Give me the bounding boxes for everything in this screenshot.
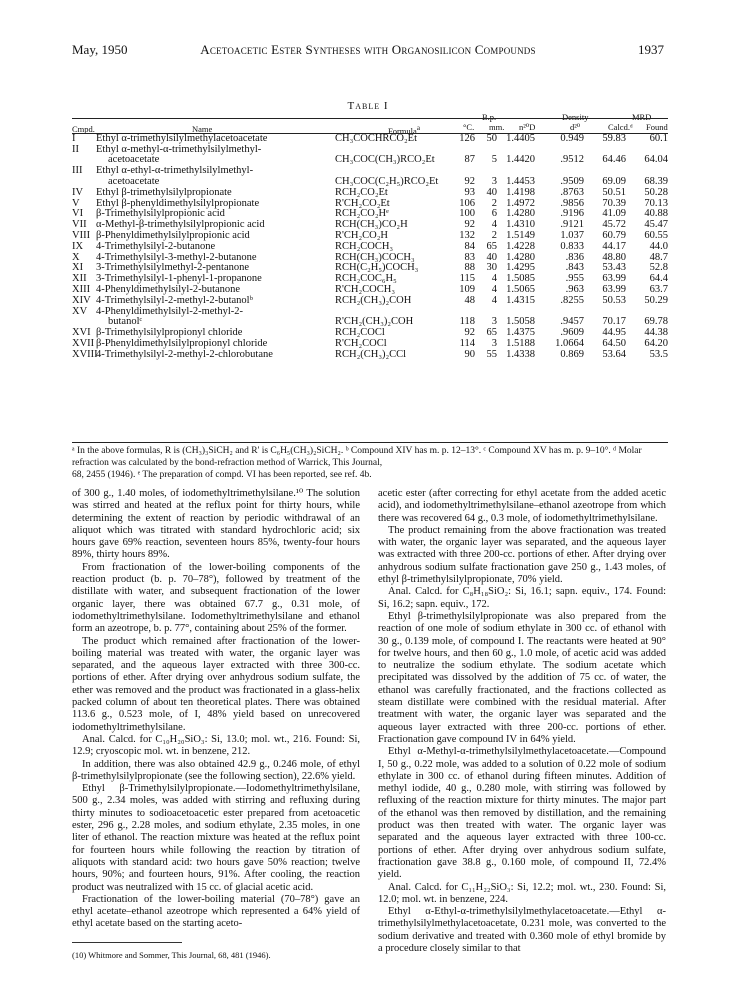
header-date: May, 1950 [72,42,128,57]
cmpd-id: XII [72,273,87,285]
cmpd-id: V [72,197,80,209]
nd-cell: 1.4280 [506,251,535,263]
header-title: Acetoacetic Ester Syntheses with Organosilicon Compounds [200,42,536,57]
right-column [378,488,666,955]
cmpd-id: IV [72,186,84,198]
table-footnote-line: 68, 2455 (1946). ᵉ The preparation of compd. VI has been reported, see ref. 4b. [72,470,372,480]
paragraph: acetic ester (after correcting for ethyl acetate from the added acetic acid), and iodomethyltrimethylsilane–ethanol azeotrope from which there was recovered 64 g., 0.3 mole, of iodomethyltrimethylsilane. [378,488,666,524]
mrd-found-cell: 50.29 [644,294,668,306]
formula-cell: RCH(CH₃)COCH₃ [335,251,415,263]
mrd-calcd-cell: 48.80 [602,251,626,263]
mrd-found-cell: 63.7 [649,284,668,296]
mrd-calcd-cell: 69.09 [602,176,626,188]
cmpd-id: VII [72,219,87,231]
mrd-found-cell: 44.38 [644,327,668,339]
density-cell: .9509 [560,176,584,188]
mrd-calcd-cell: 50.51 [602,186,626,198]
mrd-calcd-cell: 53.64 [602,348,626,360]
col-header-bp: B.p. [482,112,497,122]
formula-cell: RCH₂(CH₃)₂CCl [335,348,407,360]
col-header-formula: Formula$^a$ [388,124,420,136]
bp-cell: 92 [464,219,475,231]
compound-name: 4-Trimethylsilyl-2-butanone [96,240,216,252]
mm-cell: 3 [491,176,497,188]
paragraph: The product which remained after fractionation of the lower-boiling material was treated with water, the organic layer was separated, and the aqueous layer extracted with three 300-cc. portions of ether. After drying over anhydrous sodium sulfate, the ether was removed and the product was fractionated in a glass-helix packed column of about ten theoretical plates. There was obtained 113.6 g., 0.523 mole, of I, 48% yield based on unrecovered iodomethyltrimethylsilane. [72,635,360,733]
mm-cell: 50 [486,132,497,144]
bp-cell: 100 [459,208,475,220]
mrd-calcd-cell: 45.72 [602,219,626,231]
compound-name: 3-Trimethylsilylmethyl-2-pentanone [96,262,250,274]
formula-cell: R'CH₂COCH₃ [335,284,395,296]
nd-cell: 1.4453 [506,176,535,188]
cmpd-id: XV [72,305,88,317]
mrd-calcd-cell: 63.99 [602,284,626,296]
bp-cell: 92 [464,327,475,339]
bp-cell: 115 [459,273,475,285]
mm-cell: 5 [491,154,497,166]
mrd-calcd-cell: 64.46 [602,154,626,166]
mrd-calcd-cell: 70.39 [602,197,626,209]
formula-cell: RCH₂COCH₃ [335,240,394,252]
nd-cell: 1.5188 [506,338,535,350]
col-header-cmpd: Cmpd. [72,124,95,134]
mm-cell: 55 [486,348,497,360]
cmpd-id: XI [72,262,84,274]
col-header-calcd: Calcd.ᵈ [608,122,633,132]
col-header-mrd: MRD [632,112,652,122]
mrd-found-cell: 44.0 [649,240,668,252]
bp-cell: 48 [464,294,475,306]
compound-name: β-Phenyldimethylsilylpropionyl chloride [96,338,268,350]
mrd-found-cell: 50.28 [644,186,668,198]
paragraph: Anal. Calcd. for C₁₀H₂₀SiO₃: Si, 13.0; mol. wt., 216. Found: Si, 12.9; cryoscopic mol. wt. in benzene, 212. [72,733,360,758]
compound-name: 4-Trimethylsilyl-2-methyl-2-butanolᵇ [96,294,253,306]
mm-cell: 30 [486,262,497,274]
nd-cell: 1.4338 [506,348,535,360]
mm-cell: 4 [491,294,497,306]
cmpd-id: XVIII [72,348,98,360]
mrd-calcd-cell: 59.83 [602,132,626,144]
col-header-name: Name [192,124,213,134]
density-cell: 1.037 [560,230,584,242]
nd-cell: 1.5065 [506,284,535,296]
formula-cell: RCH₂CO₂Et [335,186,388,198]
mrd-found-cell: 64.04 [644,154,668,166]
density-cell: .9512 [560,154,584,166]
formula-cell: CH₃COC(C₂H₅)RCO₂Et [335,176,439,188]
compound-name: Ethyl α-ethyl-α-trimethylsilylmethyl- [96,165,254,177]
formula-cell: RCH₂(CH₃)₂COH [335,294,412,306]
cmpd-id: VI [72,208,84,220]
mrd-found-cell: 64.20 [644,338,668,350]
paragraph: Fractionation of the lower-boiling material (70–78°) gave an ethyl acetate–ethanol azeotrope which represented a 64% yield of ethyl acetate based on the starting aceto- [72,893,360,930]
compound-name: 4-Phenyldimethylsilyl-2-methyl-2- [96,305,243,317]
mm-cell: 3 [491,338,497,350]
bp-cell: 87 [464,154,475,166]
density-cell: .9609 [560,327,584,339]
mrd-found-cell: 70.13 [644,197,668,209]
table-footnotes [72,445,668,481]
compound-name: 4-Trimethylsilyl-3-methyl-2-butanone [96,251,257,263]
cmpd-id: IX [72,240,84,252]
running-header [72,42,664,58]
mrd-found-cell: 53.5 [649,348,668,360]
cmpd-id: XIII [72,284,91,296]
formula-cell: R'CH₂COCl [335,338,387,350]
formula-cell: RCH₂CO₂Hᵉ [335,208,389,220]
paragraph: Ethyl α-Ethyl-α-trimethylsilylmethylacetoacetate.—Ethyl α-trimethylsilylmethylacetoacetate, 0.231 mole, was converted to the sodium derivative and treated with 0.360 mole of ethyl bromide by a procedure closely similar to that [378,906,666,954]
compound-name: Ethyl α-methyl-α-trimethylsilylmethyl- [96,143,262,155]
nd-cell: 1.4420 [506,154,535,166]
nd-cell: 1.4405 [506,132,535,144]
page-number: 1937 [638,42,664,57]
density-cell: 0.833 [560,240,584,252]
bp-cell: 93 [464,186,475,198]
density-cell: .9196 [560,208,584,220]
density-cell: 0.869 [560,348,584,360]
bp-cell: 109 [459,284,475,296]
compound-name: Ethyl β-trimethylsilylpropionate [96,186,232,198]
nd-cell: 1.5085 [506,273,535,285]
col-header-density: Density [562,112,589,122]
formula-cell: RCH₂COCl [335,327,385,339]
density-cell: .955 [565,273,584,285]
mm-cell: 4 [491,284,497,296]
nd-cell: 1.4310 [506,219,535,231]
density-cell: .963 [565,284,584,296]
cmpd-id: III [72,165,83,177]
nd-cell: 1.5058 [506,316,535,328]
mm-cell: 2 [491,230,497,242]
paragraph: Ethyl β-Trimethylsilylpropionate.—Iodomethyltrimethylsilane, 500 g., 2.34 moles, was added with stirring and refluxing during thirty minutes to sodioacetoacetic ester prepared from acetoacetic ester, 296 g., 2.28 moles, and sodium ethylate, 2.35 moles, in one liter of ethanol. The reaction mixture was heated at the reflux point for fourteen hours while following the reaction by titration of aliquots with standard acid: two hours gave 50% reaction; twelve hours, 90%; and fourteen hours, 91%. After cooling, the reaction product was neutralized with 15 cc. of glacial acetic acid. [72,783,360,893]
mrd-calcd-cell: 53.43 [602,262,626,274]
paragraph: The product remaining from the above fractionation was treated with water, the organic layer was separated, and the aqueous layer was extracted with three 200-cc. portions of ether. After drying over anhydrous sodium sulfate fractionation gave 250 g., 1.43 moles, of ethyl β-trimethylsilylpropionate, 70% yield. [378,524,666,586]
table-footnote-line: ᵃ In the above formulas, R is (CH₃)₃SiCH₂ and R' is C₆H₅(CH₃)₂SiCH₂. ᵇ Compound XIV has m. p. 12–13°. ᶜ Compound XV has m. p. 9–10°. ᵈ Molar refraction was calculated by the bond-refraction method of Warrick, This Journal, [72,446,642,468]
density-cell: .8255 [560,294,584,306]
compound-name: α-Methyl-β-trimethylsilylpropionic acid [96,219,265,231]
table-caption: Table I [347,100,389,112]
mrd-calcd-cell: 70.17 [602,316,626,328]
paragraph: In addition, there was also obtained 42.9 g., 0.246 mole, of ethyl β-trimethylsilylpropionate (see the following section), 22.6% yield. [72,758,360,782]
mrd-found-cell: 40.88 [644,208,668,220]
mrd-found-cell: 52.8 [649,262,668,274]
formula-cell: RCH(C₂H₅)COCH₃ [335,262,419,274]
paragraph: Ethyl β-trimethylsilylpropionate was also prepared from the reaction of one mole of sodium ethylate in 300 cc. of ethanol with 30 g., 0.139 mole, of compound I. The reactants were heated at 90° for twelve hours, and then 60 g., 1.0 mole, of acetic acid was added to neutralize the sodium ethylate. The sodium acetate which precipitated was dissolved by the addition of 75 cc. of water, the ethanol was carefully fractionated, and the fractions collected as steam distillate were combined with the residual material. After treatment with water, the organic layer was separated and the aqueous layer extracted with three 200-cc. portions of ether. Fractionation gave compound IV in 64% yield. [378,610,666,745]
col-header-d20: d²⁰ [570,122,581,132]
formula-cell: R'CH₂CO₂Et [335,197,390,209]
mrd-calcd-cell: 63.99 [602,273,626,285]
bp-cell: 84 [464,240,475,252]
mrd-found-cell: 48.7 [649,251,668,263]
formula-cell: RCH(CH₃)CO₂H [335,219,408,231]
mm-cell: 65 [486,327,497,339]
mrd-calcd-cell: 50.53 [602,294,626,306]
compound-name: 3-Trimethylsilyl-1-phenyl-1-propanone [96,273,262,285]
compound-name: acetoacetate [108,154,160,166]
bp-cell: 88 [464,262,475,274]
mrd-found-cell: 69.78 [644,316,668,328]
formula-cell: R'CH₂CO₂H [335,230,388,242]
density-cell: .9121 [560,219,584,231]
reference-footnote: (10) Whitmore and Sommer, This Journal, 68, 481 (1946). [72,950,271,960]
bp-cell: 83 [464,251,475,263]
mm-cell: 65 [486,240,497,252]
mm-cell: 4 [491,273,497,285]
compound-name: 4-Phenyldimethylsilyl-2-butanone [96,284,241,296]
compound-name: β-Trimethylsilylpropionyl chloride [96,327,243,339]
bp-cell: 118 [459,316,475,328]
density-cell: .836 [565,251,584,263]
compound-name: 4-Trimethylsilyl-2-methyl-2-chlorobutane [96,348,273,360]
bp-cell: 126 [459,132,475,144]
bp-cell: 106 [459,197,475,209]
formula-cell: R'CH₂(CH₃)₂COH [335,316,414,328]
table-bottom-rule [72,442,668,443]
mm-cell: 2 [491,197,497,209]
mrd-found-cell: 68.39 [644,176,668,188]
cmpd-id: XIV [72,294,91,306]
mrd-found-cell: 60.55 [644,230,668,242]
mrd-calcd-cell: 64.50 [602,338,626,350]
compound-name: β-Phenyldimethylsilylpropionic acid [96,230,250,242]
nd-cell: 1.4375 [506,327,535,339]
nd-cell: 1.4198 [506,186,535,198]
col-header-found: Found [646,122,668,132]
mrd-calcd-cell: 44.95 [602,327,626,339]
mm-cell: 4 [491,219,497,231]
mm-cell: 40 [486,186,497,198]
mm-cell: 40 [486,251,497,263]
paragraph: of 300 g., 1.40 moles, of iodomethyltrimethylsilane.¹⁰ The solution was stirred and heated at the reflux point for thirty hours, while determining the extent of reaction by periodic withdrawal of an aliquot which was titrated with standard hydrochloric acid; six hours gave 69% reaction, seventeen hours 85%, twenty-four hours 89%, thirty hours 89%. [72,488,360,561]
paragraph: Ethyl α-Methyl-α-trimethylsilylmethylacetoacetate.—Compound I, 50 g., 0.22 mole, was added to a solution of 0.22 mole of sodium ethylate in 300 cc. of ethanol during fifteen minutes. Addition of methyl iodide, 40 g., 0.280 mole, with stirring was followed by refluxing of the reaction mixture for thirty minutes. The major part of the ethanol was then removed by distillation, and the remaining product was then treated with water. The organic layer was separated and the aqueous layer extracted with three 100-cc. portions of ether. After drying over anhydrous sodium sulfate, fractionation gave 38.8 g., 0.160 mole, of compound II, 72.4% yield. [378,746,666,881]
nd-cell: 1.4280 [506,208,535,220]
cmpd-id: II [72,143,79,155]
density-cell: 1.0664 [555,338,584,350]
compound-name: butanolᶜ [108,316,143,328]
compound-name: Ethyl β-phenyldimethylsilylpropionate [96,197,260,209]
mrd-found-cell: 45.47 [644,219,668,231]
cmpd-id: I [72,132,76,144]
mm-cell: 6 [491,208,497,220]
cmpd-id: XVI [72,327,91,339]
density-cell: .843 [565,262,584,274]
nd-cell: 1.4295 [506,262,535,274]
mrd-calcd-cell: 44.17 [602,240,626,252]
paragraph: Anal. Calcd. for C₁₁H₂₂SiO₃: Si, 12.2; mol. wt., 230. Found: Si, 12.0; mol. wt. in benzene, 224. [378,881,666,905]
formula-cell: CH₃COC(CH₃)RCO₂Et [335,154,435,166]
col-header-bp-c: °C. [463,122,475,132]
table-body [0,128,736,468]
bp-cell: 90 [464,348,475,360]
mrd-calcd-cell: 41.09 [602,208,626,220]
nd-cell: 1.4972 [506,197,535,209]
nd-cell: 1.4228 [506,240,535,252]
paragraph: Anal. Calcd. for C₈H₁₈SiO₂: Si, 16.1; sapn. equiv., 174. Found: Si, 16.2; sapn. equiv., 172. [378,586,666,610]
mrd-found-cell: 60.1 [649,132,668,144]
left-column [72,488,360,931]
mrd-calcd-cell: 60.79 [602,230,626,242]
bp-cell: 92 [464,176,475,188]
col-header-bp-mm: mm. [489,122,505,132]
paragraph: From fractionation of the lower-boiling components of the reaction product (b. p. 70–78°), followed by treatment of the distillate with water, and subsequent fractionation of the lower organic layer, there was obtained 67.7 g., 0.31 mole, of iodomethyltrimethylsilane. Iodomethyltrimethylsilane and ethanol form an azeotrope, b. p. 77°, containing about 25% of the former. [72,561,360,635]
col-header-nd: n²⁰D [519,122,536,132]
mrd-found-cell: 64.4 [649,273,668,285]
formula-cell: CH₃COCHRCO₂Et [335,132,418,144]
density-cell: .9856 [560,197,584,209]
nd-cell: 1.4315 [506,294,535,306]
compound-name: β-Trimethylsilylpropionic acid [96,208,225,220]
density-cell: 0.949 [560,132,584,144]
reference-divider [72,942,182,943]
nd-cell: 1.5149 [506,230,535,242]
compound-name: acetoacetate [108,176,160,188]
density-cell: .9457 [560,316,584,328]
density-cell: .8763 [560,186,584,198]
bp-cell: 132 [459,230,475,242]
cmpd-id: XVII [72,338,95,350]
formula-cell: RCH₂COC₆H₅ [335,273,397,285]
cmpd-id: X [72,251,80,263]
table-top-rule [72,118,668,119]
cmpd-id: VIII [72,230,91,242]
mm-cell: 3 [491,316,497,328]
bp-cell: 114 [459,338,475,350]
compound-name: Ethyl α-trimethylsilylmethylacetoacetate [96,132,268,144]
